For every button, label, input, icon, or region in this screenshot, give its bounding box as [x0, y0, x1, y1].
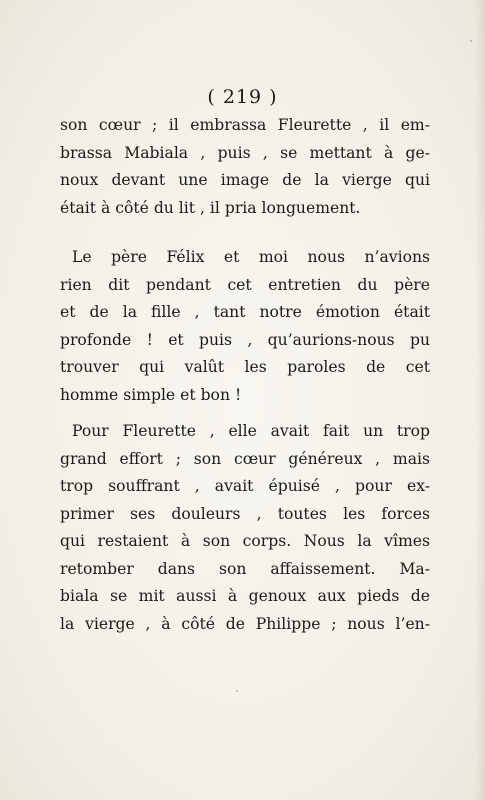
text-line: retomber dans son affaissement. Ma-	[60, 559, 430, 578]
text-line: noux devant une image de la vierge qui	[60, 171, 430, 189]
paragraph-3	[60, 418, 430, 638]
text-line: profonde ! et puis , qu’aurions-nous pu	[60, 330, 430, 349]
text-line: Pour Fleurette , elle avait fait un trop	[72, 422, 430, 440]
paper-speck	[470, 40, 472, 42]
text-line: biala se mit aussi à genoux aux pieds de	[60, 587, 430, 605]
text-line: trop souffrant , avait épuisé , pour ex-	[60, 477, 430, 495]
text-line: grand effort ; son cœur généreux , mais	[60, 449, 430, 468]
page-number: ( 219 )	[207, 86, 278, 108]
text-line: homme simple et bon !	[60, 385, 242, 404]
paragraph-2	[60, 244, 430, 409]
text-line: trouver qui valût les paroles de cet	[60, 358, 430, 376]
page-edge-shadow	[475, 0, 485, 800]
paragraph-1	[60, 112, 430, 222]
text-line: son cœur ; il embrassa Fleurette , il em-	[60, 116, 430, 134]
text-line: primer ses douleurs , toutes les forces	[60, 504, 430, 523]
text-line: rien dit pendant cet entretien du père	[60, 275, 430, 294]
text-line: brassa Mabiala , puis , se mettant à ge-	[60, 143, 430, 162]
text-line: la vierge , à côté de Philippe ; nous l’en-	[60, 614, 430, 633]
text-line: Le père Félix et moi nous n’avions	[72, 248, 430, 266]
text-line: était à côté du lit , il pria longuement.	[60, 198, 361, 217]
paper-speck	[236, 690, 238, 692]
text-line: et de la fille , tant notre émotion était	[60, 303, 430, 321]
text-line: qui restaient à son corps. Nous la vîmes	[60, 532, 430, 550]
